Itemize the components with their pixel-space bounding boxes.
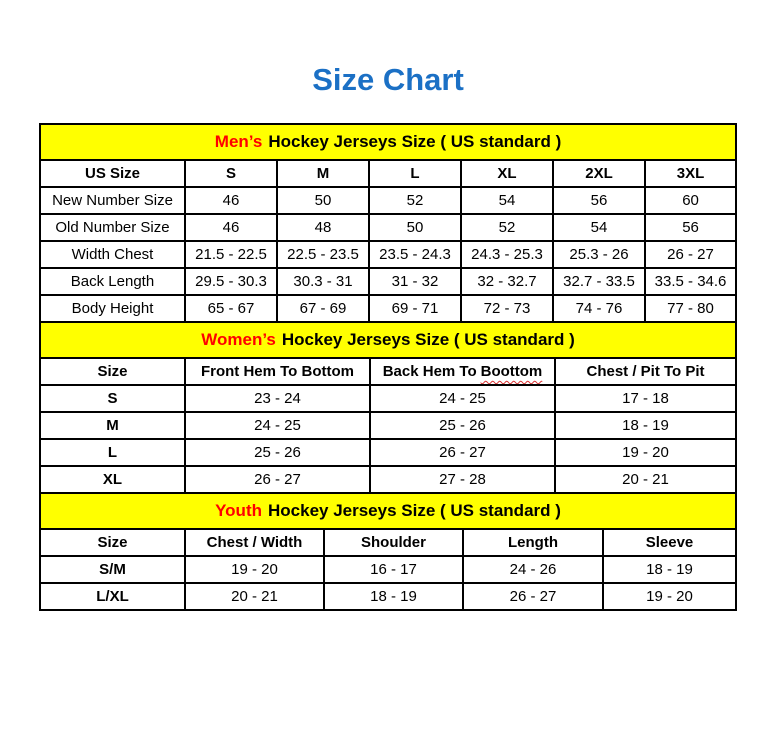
row-label-cell: XL bbox=[40, 466, 185, 493]
womens-banner-text: Hockey Jerseys Size ( US standard ) bbox=[281, 330, 575, 349]
value-cell: 20 - 21 bbox=[555, 466, 736, 493]
mens-header-row bbox=[40, 160, 736, 187]
value-cell: 26 - 27 bbox=[185, 466, 370, 493]
value-cell: 20 - 21 bbox=[185, 583, 324, 610]
womens-banner-accent: Women’s bbox=[201, 330, 276, 349]
womens-banner-row bbox=[40, 322, 736, 358]
womens-banner-cell bbox=[40, 322, 736, 358]
value-cell: 18 - 19 bbox=[603, 556, 736, 583]
womens-size-table bbox=[39, 321, 737, 494]
value-cell: 46 bbox=[185, 214, 277, 241]
mens-table-body bbox=[40, 187, 736, 322]
value-cell: 52 bbox=[461, 214, 553, 241]
value-cell: 23.5 - 24.3 bbox=[369, 241, 461, 268]
table-row bbox=[40, 214, 736, 241]
value-cell: 29.5 - 30.3 bbox=[185, 268, 277, 295]
size-chart-page bbox=[0, 62, 776, 611]
row-label-cell: M bbox=[40, 412, 185, 439]
youth-size-table bbox=[39, 492, 737, 611]
row-label-cell: S bbox=[40, 385, 185, 412]
value-cell: 26 - 27 bbox=[370, 439, 555, 466]
value-cell: 24.3 - 25.3 bbox=[461, 241, 553, 268]
value-cell: 22.5 - 23.5 bbox=[277, 241, 369, 268]
row-label-cell: Body Height bbox=[40, 295, 185, 322]
womens-column-header-chest: Chest / Pit To Pit bbox=[555, 358, 736, 385]
value-cell: 25 - 26 bbox=[185, 439, 370, 466]
value-cell: 27 - 28 bbox=[370, 466, 555, 493]
value-cell: 24 - 25 bbox=[370, 385, 555, 412]
value-cell: 21.5 - 22.5 bbox=[185, 241, 277, 268]
row-label-cell: Width Chest bbox=[40, 241, 185, 268]
table-row bbox=[40, 241, 736, 268]
value-cell: 26 - 27 bbox=[463, 583, 603, 610]
womens-header-row bbox=[40, 358, 736, 385]
mens-size-table bbox=[39, 123, 737, 323]
mens-column-header-m: M bbox=[277, 160, 369, 187]
value-cell: 18 - 19 bbox=[324, 583, 463, 610]
value-cell: 74 - 76 bbox=[553, 295, 645, 322]
value-cell: 65 - 67 bbox=[185, 295, 277, 322]
value-cell: 25.3 - 26 bbox=[553, 241, 645, 268]
mens-banner-accent: Men’s bbox=[214, 132, 263, 151]
value-cell: 56 bbox=[645, 214, 736, 241]
mens-column-header-2xl: 2XL bbox=[553, 160, 645, 187]
table-row bbox=[40, 466, 736, 493]
youth-banner-row bbox=[40, 493, 736, 529]
size-tables-container bbox=[39, 123, 735, 611]
mens-column-header-s: S bbox=[185, 160, 277, 187]
table-row bbox=[40, 385, 736, 412]
value-cell: 77 - 80 bbox=[645, 295, 736, 322]
value-cell: 19 - 20 bbox=[555, 439, 736, 466]
value-cell: 31 - 32 bbox=[369, 268, 461, 295]
value-cell: 33.5 - 34.6 bbox=[645, 268, 736, 295]
value-cell: 60 bbox=[645, 187, 736, 214]
mens-banner-cell bbox=[40, 124, 736, 160]
mens-column-header-l: L bbox=[369, 160, 461, 187]
womens-column-header-front-hem: Front Hem To Bottom bbox=[185, 358, 370, 385]
table-row bbox=[40, 187, 736, 214]
youth-banner-accent: Youth bbox=[215, 501, 262, 520]
back-hem-label-misspelled-word: Boottom bbox=[480, 363, 543, 380]
mens-column-header-xl: XL bbox=[461, 160, 553, 187]
value-cell: 32.7 - 33.5 bbox=[553, 268, 645, 295]
table-row bbox=[40, 412, 736, 439]
youth-table-body bbox=[40, 556, 736, 610]
value-cell: 67 - 69 bbox=[277, 295, 369, 322]
value-cell: 18 - 19 bbox=[555, 412, 736, 439]
page-title: Size Chart bbox=[312, 62, 464, 97]
youth-column-header-chest-width: Chest / Width bbox=[185, 529, 324, 556]
value-cell: 50 bbox=[277, 187, 369, 214]
mens-banner-text: Hockey Jerseys Size ( US standard ) bbox=[268, 132, 562, 151]
row-label-cell: Old Number Size bbox=[40, 214, 185, 241]
value-cell: 30.3 - 31 bbox=[277, 268, 369, 295]
youth-banner-cell bbox=[40, 493, 736, 529]
table-row bbox=[40, 556, 736, 583]
table-row bbox=[40, 583, 736, 610]
womens-column-header-size: Size bbox=[40, 358, 185, 385]
value-cell: 50 bbox=[369, 214, 461, 241]
value-cell: 24 - 26 bbox=[463, 556, 603, 583]
value-cell: 32 - 32.7 bbox=[461, 268, 553, 295]
value-cell: 54 bbox=[553, 214, 645, 241]
value-cell: 56 bbox=[553, 187, 645, 214]
mens-column-header-us-size: US Size bbox=[40, 160, 185, 187]
row-label-cell: New Number Size bbox=[40, 187, 185, 214]
mens-banner-row bbox=[40, 124, 736, 160]
value-cell: 23 - 24 bbox=[185, 385, 370, 412]
womens-column-header-back-hem bbox=[370, 358, 555, 385]
table-row bbox=[40, 439, 736, 466]
table-row bbox=[40, 295, 736, 322]
value-cell: 26 - 27 bbox=[645, 241, 736, 268]
value-cell: 25 - 26 bbox=[370, 412, 555, 439]
row-label-cell: L bbox=[40, 439, 185, 466]
back-hem-label-prefix: Back Hem To bbox=[382, 363, 477, 380]
value-cell: 54 bbox=[461, 187, 553, 214]
youth-column-header-shoulder: Shoulder bbox=[324, 529, 463, 556]
value-cell: 69 - 71 bbox=[369, 295, 461, 322]
value-cell: 19 - 20 bbox=[603, 583, 736, 610]
row-label-cell: L/XL bbox=[40, 583, 185, 610]
value-cell: 19 - 20 bbox=[185, 556, 324, 583]
row-label-cell: Back Length bbox=[40, 268, 185, 295]
value-cell: 72 - 73 bbox=[461, 295, 553, 322]
value-cell: 48 bbox=[277, 214, 369, 241]
value-cell: 17 - 18 bbox=[555, 385, 736, 412]
youth-banner-text: Hockey Jerseys Size ( US standard ) bbox=[268, 501, 561, 520]
youth-column-header-sleeve: Sleeve bbox=[603, 529, 736, 556]
row-label-cell: S/M bbox=[40, 556, 185, 583]
youth-column-header-size: Size bbox=[40, 529, 185, 556]
value-cell: 52 bbox=[369, 187, 461, 214]
youth-header-row bbox=[40, 529, 736, 556]
table-row bbox=[40, 268, 736, 295]
value-cell: 16 - 17 bbox=[324, 556, 463, 583]
youth-column-header-length: Length bbox=[463, 529, 603, 556]
womens-table-body bbox=[40, 385, 736, 493]
value-cell: 46 bbox=[185, 187, 277, 214]
value-cell: 24 - 25 bbox=[185, 412, 370, 439]
mens-column-header-3xl: 3XL bbox=[645, 160, 736, 187]
